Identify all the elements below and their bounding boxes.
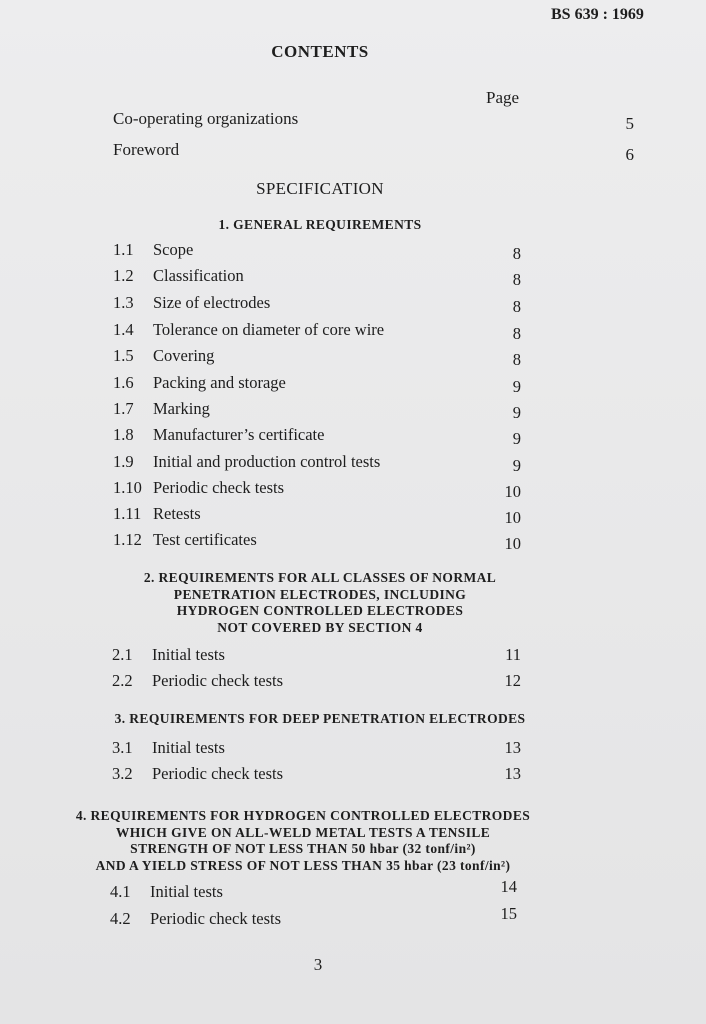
toc-entry-title: Initial tests — [152, 645, 225, 664]
toc-entry-page: 9 — [512, 456, 521, 475]
toc-entry-page: 14 — [500, 877, 517, 896]
toc-entry[interactable] — [113, 319, 533, 341]
toc-entry-number: 1.1 — [113, 240, 134, 259]
toc-entry[interactable] — [113, 503, 533, 525]
toc-entry-page: 8 — [512, 324, 521, 343]
toc-entry[interactable] — [113, 424, 533, 446]
document-reference: BS 639 : 1969 — [551, 6, 644, 23]
toc-entry-page: 11 — [505, 645, 521, 664]
toc-entry-number: 1.5 — [113, 346, 134, 365]
toc-entry-title: Manufacturer’s certificate — [153, 425, 325, 444]
toc-entry-title: Tolerance on diameter of core wire — [153, 320, 385, 339]
toc-entry-number: 3.2 — [112, 764, 133, 783]
section-heading-line: 3. REQUIREMENTS FOR DEEP PENETRATION ELECTRODES — [114, 711, 526, 726]
toc-entry-number: 1.11 — [113, 504, 142, 523]
toc-entry-title: Retests — [153, 504, 201, 523]
toc-entry[interactable] — [110, 877, 530, 903]
toc-entry-page: 10 — [504, 534, 521, 553]
toc-entry-title: Size of electrodes — [153, 293, 271, 312]
toc-entry-number: 1.3 — [113, 293, 134, 312]
toc-entry-number: 1.10 — [113, 478, 142, 497]
page-number: 3 — [313, 955, 323, 974]
toc-entry[interactable] — [112, 644, 532, 666]
section-heading-line: HYDROGEN CONTROLLED ELECTRODES — [176, 603, 464, 618]
section-heading-line: 4. REQUIREMENTS FOR HYDROGEN CONTROLLED ELECTRODES — [75, 808, 531, 823]
toc-entry-title: Scope — [153, 240, 194, 259]
section-heading-line: STRENGTH OF NOT LESS THAN 50 hbar (32 tonf/in²) — [130, 841, 476, 856]
section-3-heading — [80, 711, 560, 728]
toc-entry-title: Co-operating organizations — [113, 109, 299, 128]
toc-entry-page: 8 — [512, 350, 521, 369]
toc-entry[interactable] — [113, 372, 533, 394]
toc-entry[interactable] — [113, 345, 533, 367]
toc-entry-number: 2.2 — [112, 671, 133, 690]
toc-entry-title: Periodic check tests — [152, 671, 284, 690]
toc-entry[interactable] — [112, 763, 532, 785]
toc-entry-number: 4.1 — [110, 882, 131, 901]
toc-entry-page: 5 — [625, 114, 634, 133]
toc-entry-title: Packing and storage — [153, 373, 286, 392]
toc-entry-title: Classification — [153, 266, 244, 285]
toc-entry-title: Initial tests — [150, 882, 223, 901]
toc-entry-page: 9 — [512, 403, 521, 422]
toc-entry-page: 13 — [504, 738, 521, 757]
toc-entry-page: 9 — [512, 377, 521, 396]
toc-entry-page: 10 — [504, 508, 521, 527]
toc-entry-title: Marking — [153, 399, 210, 418]
toc-entry-number: 1.2 — [113, 266, 134, 285]
section-heading-line: 2. REQUIREMENTS FOR ALL CLASSES OF NORMAL — [143, 570, 497, 585]
section-1-heading — [100, 217, 540, 234]
toc-entry-number: 4.2 — [110, 909, 131, 928]
toc-entry-page: 12 — [504, 671, 521, 690]
toc-entry[interactable] — [113, 292, 533, 314]
toc-entry-page: 6 — [625, 145, 634, 164]
toc-entry[interactable] — [112, 737, 532, 759]
toc-entry[interactable] — [113, 451, 533, 473]
toc-entry-foreword[interactable] — [113, 140, 634, 164]
toc-entry[interactable] — [113, 529, 533, 551]
section-heading-line: 1. GENERAL REQUIREMENTS — [218, 217, 422, 232]
specification-heading: SPECIFICATION — [256, 179, 384, 198]
toc-entry[interactable] — [113, 265, 533, 287]
toc-entry[interactable] — [110, 904, 530, 930]
toc-entry-title: Foreword — [113, 140, 180, 159]
toc-entry[interactable] — [113, 477, 533, 499]
contents-heading: CONTENTS — [271, 42, 369, 61]
toc-entry-number: 1.7 — [113, 399, 134, 418]
toc-entry-page: 8 — [512, 244, 521, 263]
toc-entry-title: Initial and production control tests — [153, 452, 381, 471]
toc-entry-page: 9 — [512, 429, 521, 448]
toc-entry-number: 1.9 — [113, 452, 134, 471]
toc-entry-page: 8 — [512, 270, 521, 289]
toc-entry-number: 1.6 — [113, 373, 134, 392]
toc-entry-title: Test certificates — [153, 530, 257, 549]
section-2-heading — [100, 570, 540, 636]
toc-entry-title: Periodic check tests — [152, 764, 284, 783]
toc-entry-number: 2.1 — [112, 645, 133, 664]
toc-entry-page: 15 — [500, 904, 517, 923]
toc-entry-page: 10 — [504, 482, 521, 501]
toc-entry[interactable] — [113, 398, 533, 420]
toc-entry-number: 1.12 — [113, 530, 142, 549]
section-heading-line: PENETRATION ELECTRODES, INCLUDING — [173, 586, 467, 602]
toc-entry[interactable] — [113, 239, 533, 261]
section-4-heading — [30, 808, 576, 874]
page-column-label: Page — [486, 88, 520, 107]
section-heading-line: WHICH GIVE ON ALL-WELD METAL TESTS A TENSILE — [115, 824, 491, 840]
toc-entry-page: 8 — [512, 297, 521, 316]
toc-entry-title: Periodic check tests — [150, 909, 282, 928]
toc-entry-title: Initial tests — [152, 738, 225, 757]
toc-entry-number: 1.4 — [113, 320, 134, 339]
toc-entry-page: 13 — [504, 764, 521, 783]
toc-entry[interactable] — [112, 670, 532, 692]
toc-entry-number: 1.8 — [113, 425, 134, 444]
toc-entry-title: Periodic check tests — [153, 478, 285, 497]
toc-entry-title: Covering — [153, 346, 215, 365]
section-heading-line: AND A YIELD STRESS OF NOT LESS THAN 35 hbar (23 tonf/in²) — [95, 857, 511, 873]
toc-entry-number: 3.1 — [112, 738, 133, 757]
section-heading-line: NOT COVERED BY SECTION 4 — [217, 619, 423, 635]
toc-entry-cooperating-organizations[interactable] — [113, 109, 634, 133]
